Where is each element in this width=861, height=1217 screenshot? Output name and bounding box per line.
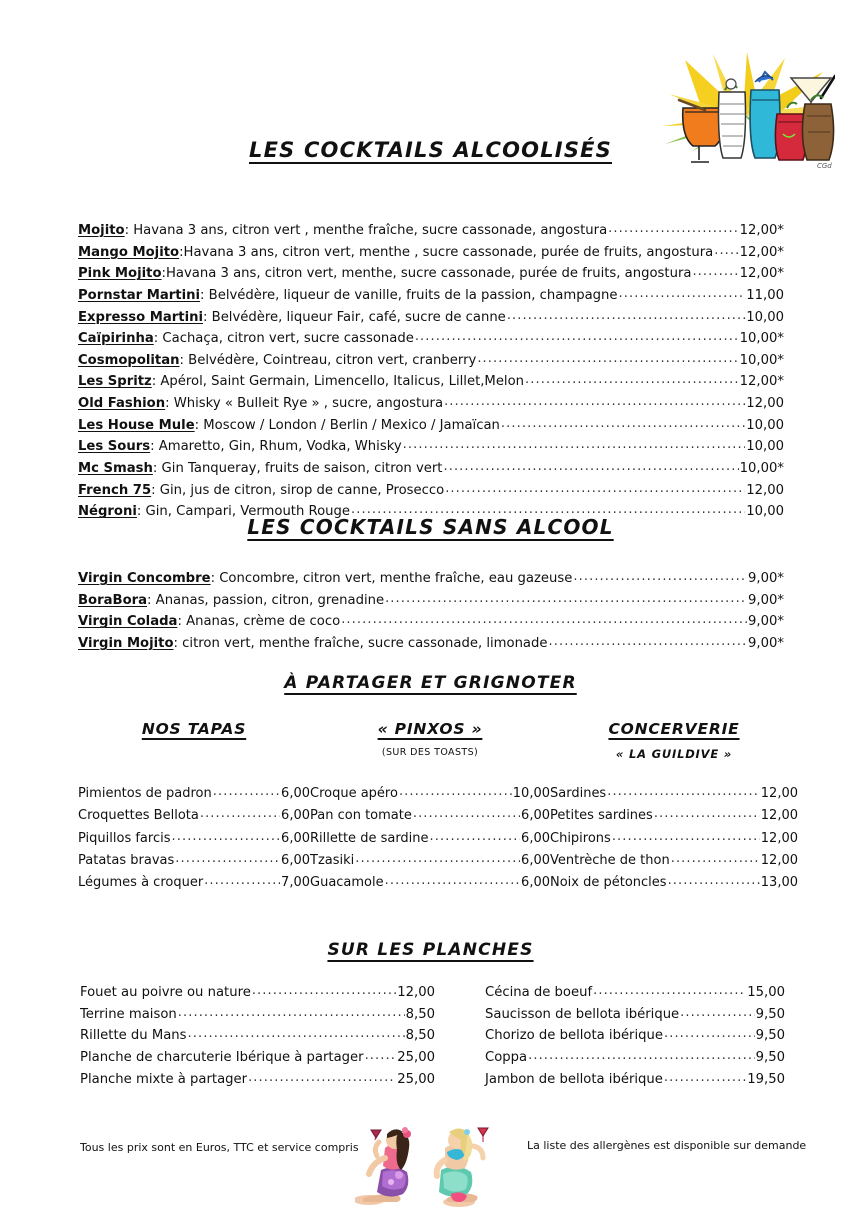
leader-dots <box>607 781 760 803</box>
leader-dots <box>178 1002 405 1024</box>
price-asterisk: * <box>777 614 784 630</box>
planches-left-list <box>80 982 435 1090</box>
menu-item-price: 9,00 <box>748 571 778 586</box>
menu-item-description: : Ananas, crème de coco <box>177 614 341 630</box>
menu-item-price: 25,00 <box>397 1071 435 1087</box>
menu-item-price: 6,00 <box>521 808 550 824</box>
menu-item-price: 12,00 <box>760 808 798 824</box>
leader-dots <box>549 631 748 653</box>
menu-item-price: 6,00 <box>281 786 310 801</box>
leader-dots <box>573 566 747 588</box>
leader-dots <box>593 980 746 1002</box>
column-item-list <box>78 783 310 895</box>
menu-row <box>550 805 798 827</box>
menu-row <box>310 805 550 827</box>
menu-row <box>78 590 784 612</box>
menu-item-price: 9,50 <box>755 1028 785 1044</box>
menu-row <box>78 458 784 480</box>
menu-item-name: Négroni <box>78 504 137 520</box>
price-asterisk: * <box>777 244 784 260</box>
leader-dots <box>415 326 739 348</box>
menu-item-price: 10,00 <box>746 439 784 455</box>
leader-dots <box>365 1045 397 1067</box>
leader-dots <box>654 803 760 825</box>
menu-row <box>550 828 798 850</box>
menu-row <box>78 828 310 850</box>
menu-item-description: : Gin, Campari, Vermouth Rouge <box>136 504 350 520</box>
menu-row <box>550 783 798 805</box>
leader-dots <box>612 826 760 848</box>
leader-dots <box>477 348 738 370</box>
menu-row <box>80 982 435 1004</box>
leader-dots <box>680 1002 754 1024</box>
leader-dots <box>403 434 746 456</box>
menu-item-price: 10,00 <box>746 309 784 325</box>
menu-row <box>485 1025 785 1047</box>
menu-item-price: 10,00 <box>746 417 784 433</box>
planches-right-list <box>485 982 785 1090</box>
price-asterisk: * <box>777 331 784 347</box>
leader-dots <box>445 478 745 500</box>
menu-item-name: Terrine maison <box>80 1006 177 1022</box>
leader-dots <box>444 391 745 413</box>
menu-row <box>485 1047 785 1069</box>
menu-item-name: Virgin Colada <box>78 614 178 630</box>
column-item-list <box>550 783 798 895</box>
menu-row <box>310 850 550 872</box>
leader-dots <box>175 848 280 870</box>
leader-dots <box>385 588 747 610</box>
menu-item-name: Mango Mojito <box>78 244 180 260</box>
menu-item-name: Chipirons <box>550 830 611 846</box>
menu-item-name: Piquillos farcis <box>78 830 171 846</box>
menu-item-description: : Ananas, passion, citron, grenadine <box>147 592 385 608</box>
leader-dots <box>525 369 739 391</box>
menu-item-name: Cécina de boeuf <box>485 985 593 1000</box>
menu-item-price: 9,50 <box>755 1049 785 1065</box>
menu-row <box>78 350 784 372</box>
menu-item-price: 15,00 <box>747 985 785 1000</box>
menu-item-name: Planche mixte à partager <box>80 1071 248 1087</box>
menu-item-price: 10,00 <box>746 504 784 520</box>
menu-item-price: 10,00 <box>512 786 550 801</box>
menu-item-price: 9,00 <box>748 635 778 651</box>
menu-row <box>78 415 784 437</box>
leader-dots <box>528 1045 755 1067</box>
menu-item-price: 9,00 <box>748 614 778 630</box>
menu-item-price: 6,00 <box>521 853 550 869</box>
menu-item-name: Old Fashion <box>78 396 166 412</box>
menu-item-name: Petites sardines <box>550 808 653 824</box>
menu-item-name: Légumes à croquer <box>78 875 204 891</box>
menu-row <box>310 872 550 894</box>
leader-dots <box>430 826 521 848</box>
menu-item-name: Fouet au poivre ou nature <box>80 985 251 1000</box>
partager-column <box>310 720 550 895</box>
price-asterisk: * <box>777 223 784 238</box>
column-heading: « PINXOS » <box>377 720 483 738</box>
menu-row <box>78 307 784 329</box>
menu-item-name: Pink Mojito <box>78 266 162 282</box>
column-subtitle: « LA GUILDIVE » <box>615 747 733 761</box>
menu-item-description: : Whisky « Bulleit Rye » , sucre, angostura <box>165 396 444 412</box>
menu-item-name: Jambon de bellota ibérique <box>485 1071 663 1087</box>
menu-row <box>485 1004 785 1026</box>
leader-dots <box>668 870 760 892</box>
section-title-cocktails-alcool: LES COCKTAILS ALCOOLISÉS <box>248 138 613 162</box>
menu-item-price: 12,00 <box>397 985 435 1000</box>
menu-item-price: 6,00 <box>281 853 310 869</box>
menu-row <box>78 328 784 350</box>
leader-dots <box>507 305 745 327</box>
menu-row <box>485 1069 785 1091</box>
menu-item-price: 12,00 <box>746 482 784 498</box>
menu-item-name: Cosmopolitan <box>78 352 180 368</box>
section-title-partager: À PARTAGER ET GRIGNOTER <box>284 673 577 693</box>
menu-item-price: 25,00 <box>397 1049 435 1065</box>
leader-dots <box>341 609 747 631</box>
menu-item-price: 12,00 <box>739 223 778 238</box>
menu-row <box>78 242 784 264</box>
menu-row <box>78 633 784 655</box>
leader-dots <box>385 870 520 892</box>
menu-item-name: Pimientos de padron <box>78 786 212 801</box>
menu-item-description: : citron vert, menthe fraîche, sucre cassonade, limonade <box>173 635 548 651</box>
menu-item-name: Les House Mule <box>78 417 195 433</box>
price-asterisk: * <box>777 352 784 368</box>
menu-item-name: Rillette du Mans <box>80 1028 187 1044</box>
menu-item-name: Sardines <box>550 786 607 801</box>
menu-item-description: : Moscow / London / Berlin / Mexico / Jamaïcan <box>194 417 500 433</box>
menu-item-name: Pornstar Martini <box>78 287 201 303</box>
menu-item-name: Planche de charcuterie Ibérique à partager <box>80 1049 364 1065</box>
column-subtitle: (SUR DES TOASTS) <box>381 747 479 758</box>
menu-item-name: Croque apéro <box>310 786 398 801</box>
price-asterisk: * <box>777 461 784 477</box>
menu-row <box>78 393 784 415</box>
menu-item-description: : Apérol, Saint Germain, Limencello, Italicus, Lillet,Melon <box>151 374 525 390</box>
column-subtitle <box>78 747 310 761</box>
column-heading: CONCERVERIE <box>608 720 740 738</box>
leader-dots <box>213 781 280 803</box>
partager-columns <box>78 720 798 895</box>
menu-item-price: 12,00 <box>760 830 798 846</box>
menu-item-description: : Belvédère, liqueur de vanille, fruits de la passion, champagne <box>200 287 618 303</box>
leader-dots <box>501 413 745 435</box>
menu-row <box>78 611 784 633</box>
menu-row <box>80 1025 435 1047</box>
menu-item-description: : Belvédère, Cointreau, citron vert, cranberry <box>179 352 477 368</box>
partager-column <box>78 720 310 895</box>
column-item-list <box>310 783 550 895</box>
menu-item-price: 9,00 <box>748 592 778 608</box>
menu-row <box>78 805 310 827</box>
price-asterisk: * <box>777 266 784 282</box>
menu-item-name: Pan con tomate <box>310 808 412 824</box>
price-asterisk: * <box>777 374 784 390</box>
section-title-planches: SUR LES PLANCHES <box>327 940 534 960</box>
menu-item-name: Chorizo de bellota ibérique <box>485 1028 663 1044</box>
menu-item-price: 8,50 <box>405 1028 435 1044</box>
menu-item-price: 12,00 <box>760 786 798 801</box>
menu-item-name: Les Sours <box>78 439 151 455</box>
menu-item-name: Noix de pétoncles <box>550 875 667 891</box>
menu-item-description: : Concombre, citron vert, menthe fraîche, eau gazeuse <box>210 571 573 586</box>
menu-item-price: 13,00 <box>760 875 798 891</box>
menu-item-price: 9,50 <box>755 1006 785 1022</box>
menu-item-description: : Gin Tanqueray, fruits de saison, citron vert <box>152 461 443 477</box>
leader-dots <box>692 261 738 283</box>
price-asterisk: * <box>777 592 784 608</box>
price-asterisk: * <box>777 635 784 651</box>
price-asterisk: * <box>777 571 784 586</box>
menu-item-name: Tzasiki <box>310 853 355 869</box>
footer-note-left: Tous les prix sont en Euros, TTC et service compris <box>80 1141 359 1154</box>
menu-item-price: 11,00 <box>746 287 784 303</box>
leader-dots <box>204 870 280 892</box>
leader-dots <box>443 456 738 478</box>
menu-row <box>78 783 310 805</box>
menu-row <box>80 1047 435 1069</box>
menu-item-price: 6,00 <box>281 808 310 824</box>
leader-dots <box>399 781 512 803</box>
menu-item-price: 6,00 <box>281 830 310 846</box>
menu-item-name: Les Spritz <box>78 374 152 390</box>
menu-item-price: 8,50 <box>405 1006 435 1022</box>
menu-item-price: 12,00 <box>739 374 778 390</box>
menu-item-name: Saucisson de bellota ibérique <box>485 1006 680 1022</box>
leader-dots <box>664 1067 746 1089</box>
menu-row <box>78 371 784 393</box>
menu-item-name: French 75 <box>78 482 152 498</box>
menu-item-price: 12,00 <box>739 244 778 260</box>
menu-item-price: 6,00 <box>521 830 550 846</box>
column-heading: NOS TAPAS <box>141 720 247 738</box>
menu-item-name: Mc Smash <box>78 461 153 477</box>
menu-row <box>78 436 784 458</box>
menu-item-description: : Amaretto, Gin, Rhum, Vodka, Whisky <box>150 439 402 455</box>
menu-row <box>78 263 784 285</box>
leader-dots <box>413 803 520 825</box>
menu-item-description: :Havana 3 ans, citron vert, menthe, sucre cassonade, purée de fruits, angostura <box>161 266 692 282</box>
leader-dots <box>714 240 738 262</box>
menu-item-name: Ventrèche de thon <box>550 853 670 869</box>
menu-item-name: Virgin Mojito <box>78 635 174 651</box>
menu-item-description: : Cachaça, citron vert, sucre cassonade <box>153 331 414 347</box>
menu-item-description: : Gin, jus de citron, sirop de canne, Prosecco <box>151 482 445 498</box>
menu-item-name: Caïpirinha <box>78 331 154 347</box>
leader-dots <box>248 1067 396 1089</box>
menu-item-name: Coppa <box>485 1049 528 1065</box>
leader-dots <box>664 1023 755 1045</box>
menu-row <box>78 872 310 894</box>
menu-item-price: 10,00 <box>739 331 778 347</box>
menu-row <box>550 872 798 894</box>
menu-item-name: Croquettes Bellota <box>78 808 199 824</box>
leader-dots <box>252 980 396 1002</box>
menu-item-price: 6,00 <box>521 875 550 891</box>
leader-dots <box>608 218 738 240</box>
leader-dots <box>200 803 280 825</box>
menu-item-name: BoraBora <box>78 592 148 608</box>
svg-text:CGd: CGd <box>817 162 832 170</box>
cocktails-alcool-list <box>78 220 784 523</box>
leader-dots <box>188 1023 405 1045</box>
leader-dots <box>355 848 520 870</box>
partager-column <box>550 720 798 895</box>
menu-row <box>78 220 784 242</box>
menu-item-price: 10,00 <box>739 461 778 477</box>
two-women-with-cocktails-illustration <box>355 1112 505 1214</box>
menu-item-price: 12,00 <box>760 853 798 869</box>
menu-row <box>485 982 785 1004</box>
menu-item-price: 19,50 <box>747 1071 785 1087</box>
menu-row <box>310 828 550 850</box>
menu-item-name: Virgin Concombre <box>78 571 211 586</box>
menu-row <box>80 1069 435 1091</box>
menu-row <box>78 568 784 590</box>
menu-row <box>78 850 310 872</box>
leader-dots <box>619 283 746 305</box>
leader-dots <box>172 826 281 848</box>
menu-item-name: Rillette de sardine <box>310 830 429 846</box>
menu-item-name: Patatas bravas <box>78 853 175 869</box>
menu-row <box>550 850 798 872</box>
menu-item-price: 12,00 <box>746 396 784 412</box>
menu-item-price: 10,00 <box>739 352 778 368</box>
menu-item-description: : Havana 3 ans, citron vert , menthe fraîche, sucre cassonade, angostura <box>124 223 608 238</box>
menu-item-name: Expresso Martini <box>78 309 204 325</box>
menu-item-description: : Belvédère, liqueur Fair, café, sucre de canne <box>203 309 506 325</box>
leader-dots <box>671 848 760 870</box>
cocktails-sans-alcool-list <box>78 568 784 655</box>
footer-note-right: La liste des allergènes est disponible sur demande <box>527 1139 807 1152</box>
menu-item-description: :Havana 3 ans, citron vert, menthe , sucre cassonade, purée de fruits, angostura <box>179 244 714 260</box>
menu-item-price: 7,00 <box>281 875 310 891</box>
menu-item-price: 12,00 <box>739 266 778 282</box>
section-title-cocktails-sans-alcool: LES COCKTAILS SANS ALCOOL <box>247 515 614 539</box>
menu-row <box>78 480 784 502</box>
menu-row <box>78 285 784 307</box>
menu-item-name: Guacamole <box>310 875 384 891</box>
menu-row <box>310 783 550 805</box>
menu-item-name: Mojito <box>78 223 125 238</box>
menu-row <box>80 1004 435 1026</box>
